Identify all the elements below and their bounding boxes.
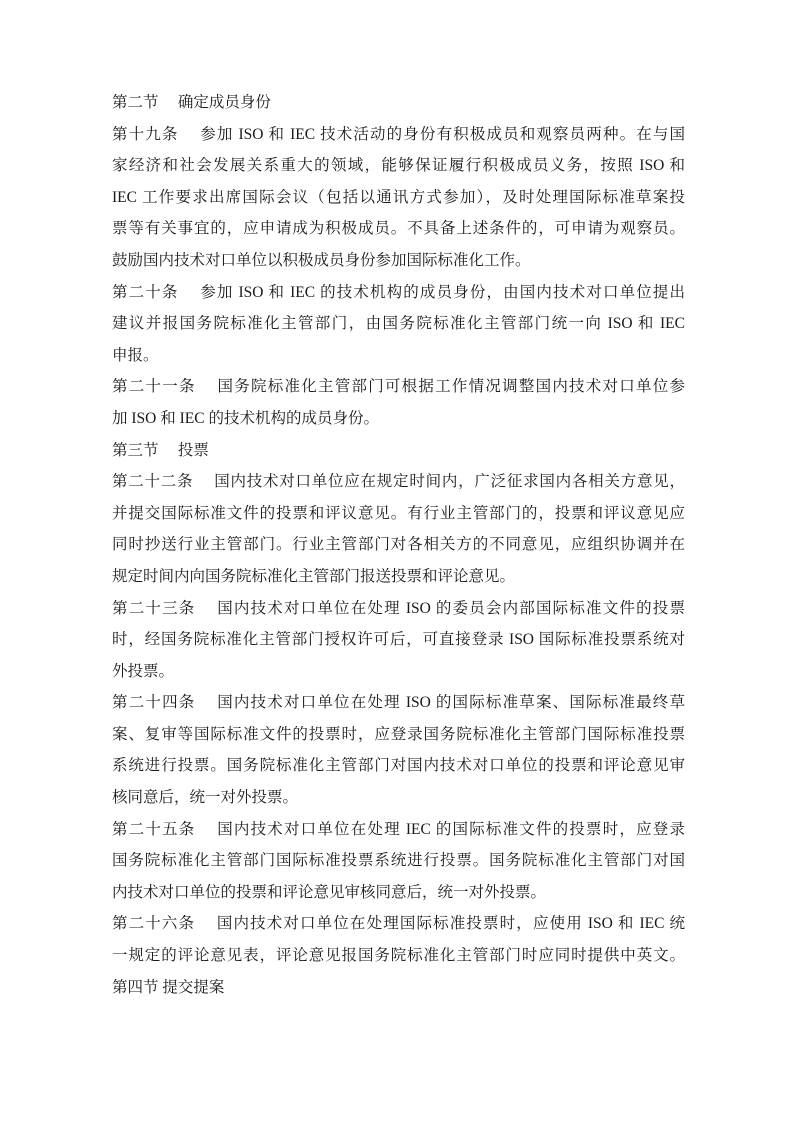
body-line: 时，经国务院标准化主管部门授权许可后，可直接登录 ISO 国际标准投票系统对 — [112, 631, 685, 649]
body-line: 并提交国际标准文件的投票和评议意见。有行业主管部门的，投票和评议意见应 — [112, 504, 685, 522]
body-line: 第二十五条 国内技术对口单位在处理 IEC 的国际标准文件的投票时，应登录 — [112, 820, 685, 838]
body-line: 第二十六条 国内技术对口单位在处理国际标准投票时，应使用 ISO 和 IEC 统 — [112, 915, 685, 933]
body-line: 申报。 — [112, 346, 159, 364]
body-line: 同时抄送行业主管部门。行业主管部门对各相关方的不同意见，应组织协调并在 — [112, 536, 685, 554]
body-line: 系统进行投票。国务院标准化主管部门对国内技术对口单位的投票和评论意见审 — [112, 757, 685, 775]
document-text — [112, 87, 685, 1003]
section-heading: 第二节 确定成员身份 — [112, 94, 271, 111]
body-line: 核同意后，统一对外投票。 — [112, 789, 299, 807]
body-line: IEC 工作要求出席国际会议（包括以通讯方式参加），及时处理国际标准草案投 — [112, 188, 685, 206]
body-line: 案、复审等国际标准文件的投票时，应登录国务院标准化主管部门国际标准投票 — [112, 725, 685, 743]
body-line: 建议并报国务院标准化主管部门，由国务院标准化主管部门统一向 ISO 和 IEC — [112, 315, 685, 333]
body-line: 外投票。 — [112, 662, 175, 680]
body-line: 加 ISO 和 IEC 的技术机构的成员身份。 — [112, 409, 379, 427]
body-line: 第二十二条 国内技术对口单位应在规定时间内，广泛征求国内各相关方意见， — [112, 473, 685, 491]
section-heading: 第三节 投票 — [112, 441, 209, 459]
body-line: 票等有关事宜的，应申请成为积极成员。不具备上述条件的，可申请为观察员。 — [112, 220, 685, 238]
body-line: 国务院标准化主管部门国际标准投票系统进行投票。国务院标准化主管部门对国 — [112, 852, 685, 870]
body-line: 内技术对口单位的投票和评论意见审核同意后，统一对外投票。 — [112, 883, 547, 901]
body-line: 第二十三条 国内技术对口单位在处理 ISO 的委员会内部国际标准文件的投票 — [112, 599, 685, 617]
body-line: 规定时间内向国务院标准化主管部门报送投票和评论意见。 — [112, 567, 516, 585]
body-line: 第十九条 参加 ISO 和 IEC 技术活动的身份有积极成员和观察员两种。在与国 — [112, 125, 685, 143]
body-line: 鼓励国内技术对口单位以积极成员身份参加国际标准化工作。 — [112, 251, 531, 269]
body-line: 一规定的评论意见表，评论意见报国务院标准化主管部门时应同时提供中英文。 — [112, 947, 685, 965]
body-line: 第二十四条 国内技术对口单位在处理 ISO 的国际标准草案、国际标准最终草 — [112, 694, 685, 712]
section-heading: 第四节 提交提案 — [112, 978, 225, 996]
body-line: 第二十条 参加 ISO 和 IEC 的技术机构的成员身份，由国内技术对口单位提出 — [112, 283, 685, 301]
body-line: 家经济和社会发展关系重大的领域，能够保证履行积极成员义务，按照 ISO 和 — [112, 157, 685, 175]
body-line: 第二十一条 国务院标准化主管部门可根据工作情况调整国内技术对口单位参 — [112, 378, 685, 396]
